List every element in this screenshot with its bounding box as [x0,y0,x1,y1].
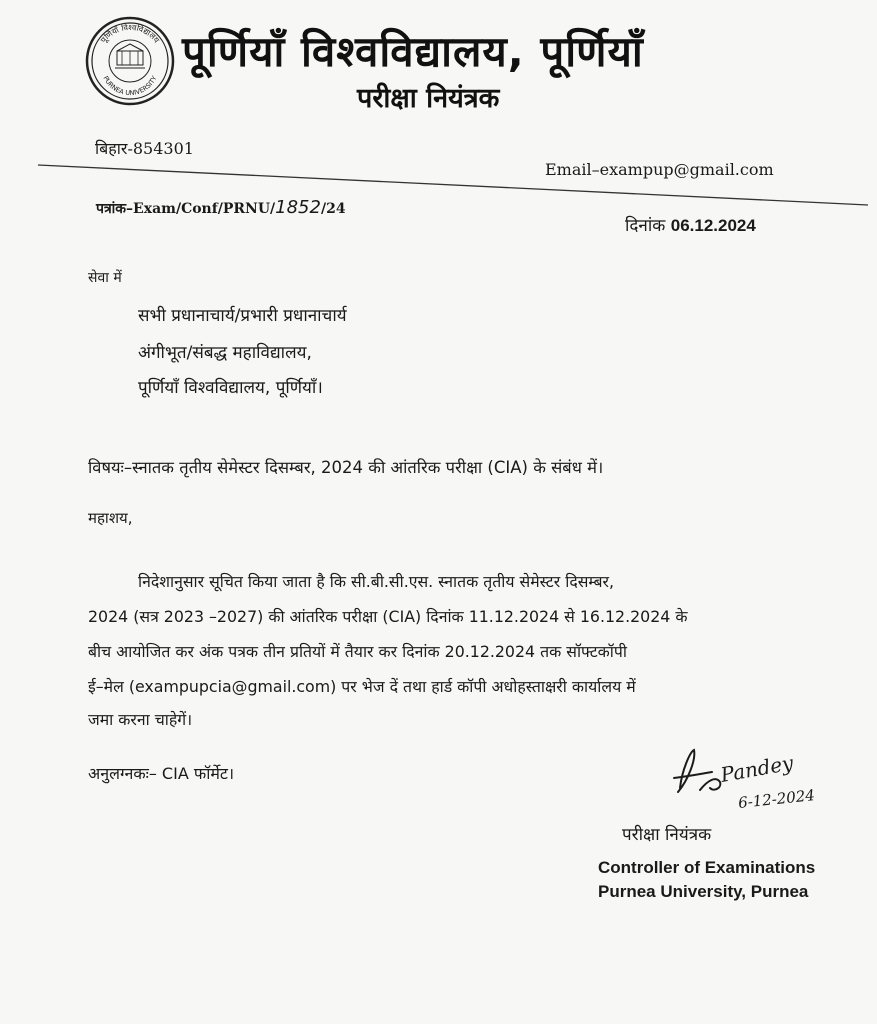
office-subtitle: परीक्षा नियंत्रक [357,83,500,114]
office-email: Email–exampup@gmail.com [545,160,774,179]
date-value: 06.12.2024 [670,216,756,235]
university-title: पूर्णियाँ विश्वविद्यालय, पूर्णियाँ [182,27,644,76]
reference-number [96,197,346,218]
letter-date [625,213,756,236]
seal-text-en: PURNEA UNIVERSITY [101,74,159,98]
addressee-line: अंगीभूत/संबद्ध महाविद्यालय, [138,343,312,363]
body-line: 2024 (सत्र 2023 –2027) की आंतरिक परीक्षा (CIA) दिनांक 11.12.2024 से 16.12.2024 के [88,607,688,626]
addressee-label: सेवा में [88,270,122,286]
signer-university-en: Purnea University, Purnea [598,882,809,901]
address: बिहार-854301 [95,139,194,158]
date-label: दिनांक [625,216,666,236]
subject-line: विषयः–स्नातक तृतीय सेमेस्टर दिसम्बर, 2024 की आंतरिक परीक्षा (CIA) के संबंध में। [88,458,604,477]
signer-designation-en: Controller of Examinations [598,858,816,877]
body-line: निदेशानुसार सूचित किया जाता है कि सी.बी.सी.एस. स्नातक तृतीय सेमेस्टर दिसम्बर, [138,572,615,591]
addressee-line: सभी प्रधानाचार्य/प्रभारी प्रधानाचार्य [138,306,347,326]
reference-handwritten-number: 1852 [275,197,321,218]
reference-suffix: /24 [320,201,346,217]
letterhead-divider [0,0,877,220]
reference-prefix: पत्रांक–Exam/Conf/PRNU/ [96,201,276,217]
body-line: जमा करना चाहेगें। [88,710,193,729]
body-line: बीच आयोजित कर अंक पत्रक तीन प्रतियों में तैयार कर दिनांक 20.12.2024 तक सॉफ्टकॉपी [88,642,627,661]
signature-name: Pandey [718,750,796,787]
signature-date: 6-12-2024 [737,786,816,812]
signer-designation-hi: परीक्षा नियंत्रक [622,825,712,845]
addressee-line: पूर्णियाँ विश्वविद्यालय, पूर्णियाँ। [138,378,323,398]
body-line: ई–मेल (exampupcia@gmail.com) पर भेज दें तथा हार्ड कॉपी अधोहस्ताक्षरी कार्यालय में [88,677,636,696]
seal-text-hi: पूर्णियाँ विश्वविद्यालय [98,22,162,45]
salutation: महाशय, [88,509,133,527]
attachment-note: अनुलग्नकः– CIA फॉर्मेट। [88,764,235,783]
